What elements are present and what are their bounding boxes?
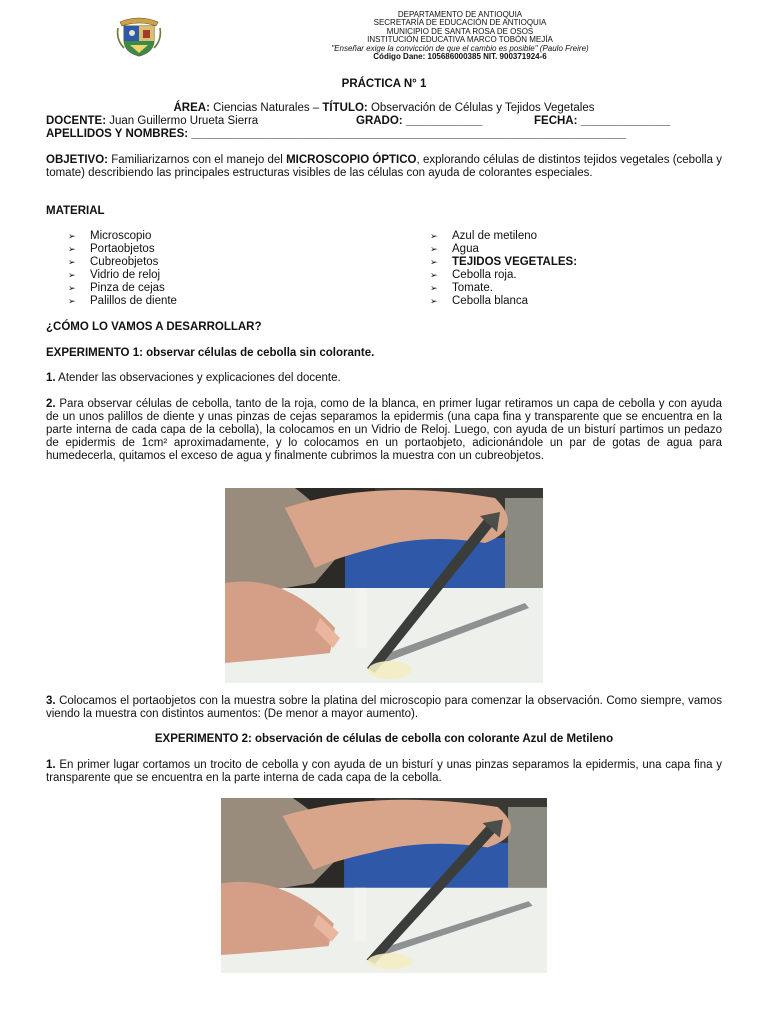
student-names-field: APELLIDOS Y NOMBRES: ____________________________________________________________________ (46, 128, 627, 140)
list-item (68, 243, 177, 256)
arrow-bullet-icon: ➢ (68, 269, 76, 280)
material-item: Agua (452, 242, 479, 255)
institution-crest-logo (116, 12, 162, 58)
arrow-bullet-icon: ➢ (430, 256, 438, 267)
arrow-bullet-icon: ➢ (68, 295, 76, 306)
objective-text-start: Familiarizarnos con el manejo del (107, 154, 287, 166)
tissue-item: Cebolla blanca (452, 294, 529, 307)
tissues-label: TEJIDOS VEGETALES: (452, 255, 578, 268)
experiment2-step1 (46, 759, 722, 785)
objective-highlight: MICROSCOPIO ÓPTICO (286, 154, 417, 166)
arrow-bullet-icon: ➢ (68, 256, 76, 267)
practice-title: PRÁCTICA N° 1 (341, 78, 427, 90)
step-text: Para observar células de cebolla, tanto de la roja, como de la blanca, en primer lugar retiramos un capa de cebolla y con ayuda de un unos palillos de diente y unas pinzas de cejas separamos la epidermis (una capa fina y transparente que se encuentra en la parte interna de cada capa de la cebolla), la colocamos en un Vidrio de Reloj. Luego, con ayuda de un bisturí partimos un pedazo de epidermis de 1cm² aproximadamente, y lo colocamos en un portaobjeto, adicionándole un par de gotas de agua para humedecerla, quitamos el exceso de agua y finalmente cubrimos la muestra con un cubreobjetos. (46, 398, 722, 462)
arrow-bullet-icon: ➢ (430, 243, 438, 254)
title-label: TÍTULO: (322, 102, 368, 114)
area-label: ÁREA: (173, 102, 210, 114)
secretariat-name: SECRETARÍA DE EDUCACIÓN DE ANTIOQUIA (373, 18, 547, 28)
step-number: 3. (46, 695, 56, 707)
title-value: Observación de Células y Tejidos Vegetales (367, 102, 595, 114)
experiment1-step2 (46, 398, 722, 463)
list-item (68, 295, 177, 308)
list-item (430, 256, 577, 269)
step-text: Colocamos el portaobjetos con la muestra sobre la platina del microscopio para comenzar la observación. Como siempre, vamos viendo la muestra con distintos aumentos: (De menor a mayor aumento). (46, 695, 722, 720)
list-item (68, 256, 177, 269)
material-list-right (430, 230, 577, 307)
material-item: Cubreobjetos (90, 255, 159, 268)
onion-epidermis-photo-2 (221, 798, 547, 973)
arrow-bullet-icon: ➢ (430, 295, 438, 306)
material-list-left (68, 230, 177, 307)
step-number: 1. (46, 759, 56, 771)
step-number: 1. (46, 372, 56, 384)
department-name: DEPARTAMENTO DE ANTIOQUIA (397, 10, 523, 19)
step-number: 2. (46, 398, 56, 410)
list-item (430, 295, 577, 308)
header-quote: "Enseñar exige la convicción de que el cambio es posible" (Paulo Freire) (331, 43, 589, 53)
onion-epidermis-photo-1 (225, 488, 543, 683)
step-text: En primer lugar cortamos un trocito de cebolla y con ayuda de un bisturí y unas pinzas separamos la epidermis, una capa fina y transparente que se encuentra en la parte interna de cada capa de la cebolla. (46, 759, 722, 784)
list-item (430, 269, 577, 282)
list-item (430, 282, 577, 295)
step-text: Atender las observaciones y explicaciones del docente. (55, 372, 341, 384)
experiment1-step1 (46, 372, 722, 385)
tissue-item: Tomate. (452, 281, 493, 294)
list-item (68, 282, 177, 295)
material-item: Portaobjetos (90, 242, 155, 255)
list-item (68, 269, 177, 282)
arrow-bullet-icon: ➢ (430, 231, 438, 241)
teacher-label: DOCENTE: (46, 115, 107, 127)
institution-codes: Código Dane: 105686000385 NIT. 900371924-6 (373, 52, 547, 62)
material-item: Microscopio (90, 230, 152, 242)
area-value: Ciencias Naturales – (209, 102, 323, 114)
experiment1-step3 (46, 695, 722, 721)
material-item: Azul de metileno (452, 230, 538, 242)
arrow-bullet-icon: ➢ (68, 231, 76, 241)
list-item (430, 243, 577, 256)
institution-name: INSTITUCIÓN EDUCATIVA MARCO TOBÓN MEJÍA (367, 35, 553, 45)
arrow-bullet-icon: ➢ (68, 282, 76, 293)
experiment2-heading: EXPERIMENTO 2: observación de células de cebolla con colorante Azul de Metileno (154, 733, 614, 745)
material-heading: MATERIAL (46, 205, 105, 217)
teacher-line (46, 115, 258, 127)
objective-label: OBJETIVO: (46, 154, 108, 166)
experiment1-heading: EXPERIMENTO 1: observar células de cebolla sin colorante. (46, 347, 375, 359)
teacher-name: Juan Guillermo Urueta Sierra (106, 115, 259, 127)
how-heading: ¿CÓMO LO VAMOS A DESARROLLAR? (46, 321, 262, 333)
area-title-line (0, 102, 768, 114)
grade-field: GRADO: ____________ (356, 115, 483, 127)
material-item: Vidrio de reloj (90, 268, 161, 281)
municipality-name: MUNICIPIO DE SANTA ROSA DE OSOS (386, 26, 534, 36)
tissue-item: Cebolla roja. (452, 268, 517, 281)
institution-header (240, 11, 680, 61)
arrow-bullet-icon: ➢ (68, 243, 76, 254)
objective-text-end: , explorando células de distintos tejidos vegetales (cebolla y tomate) describiendo las principales estructuras visibles de las células con ayuda de colorantes especiales. (46, 154, 722, 179)
list-item (430, 230, 577, 243)
objective-paragraph (46, 154, 722, 180)
arrow-bullet-icon: ➢ (430, 282, 438, 293)
date-field: FECHA: ______________ (534, 115, 671, 127)
material-item: Pinza de cejas (90, 281, 165, 294)
arrow-bullet-icon: ➢ (430, 269, 438, 280)
material-item: Palillos de diente (90, 294, 177, 307)
list-item (68, 230, 177, 243)
